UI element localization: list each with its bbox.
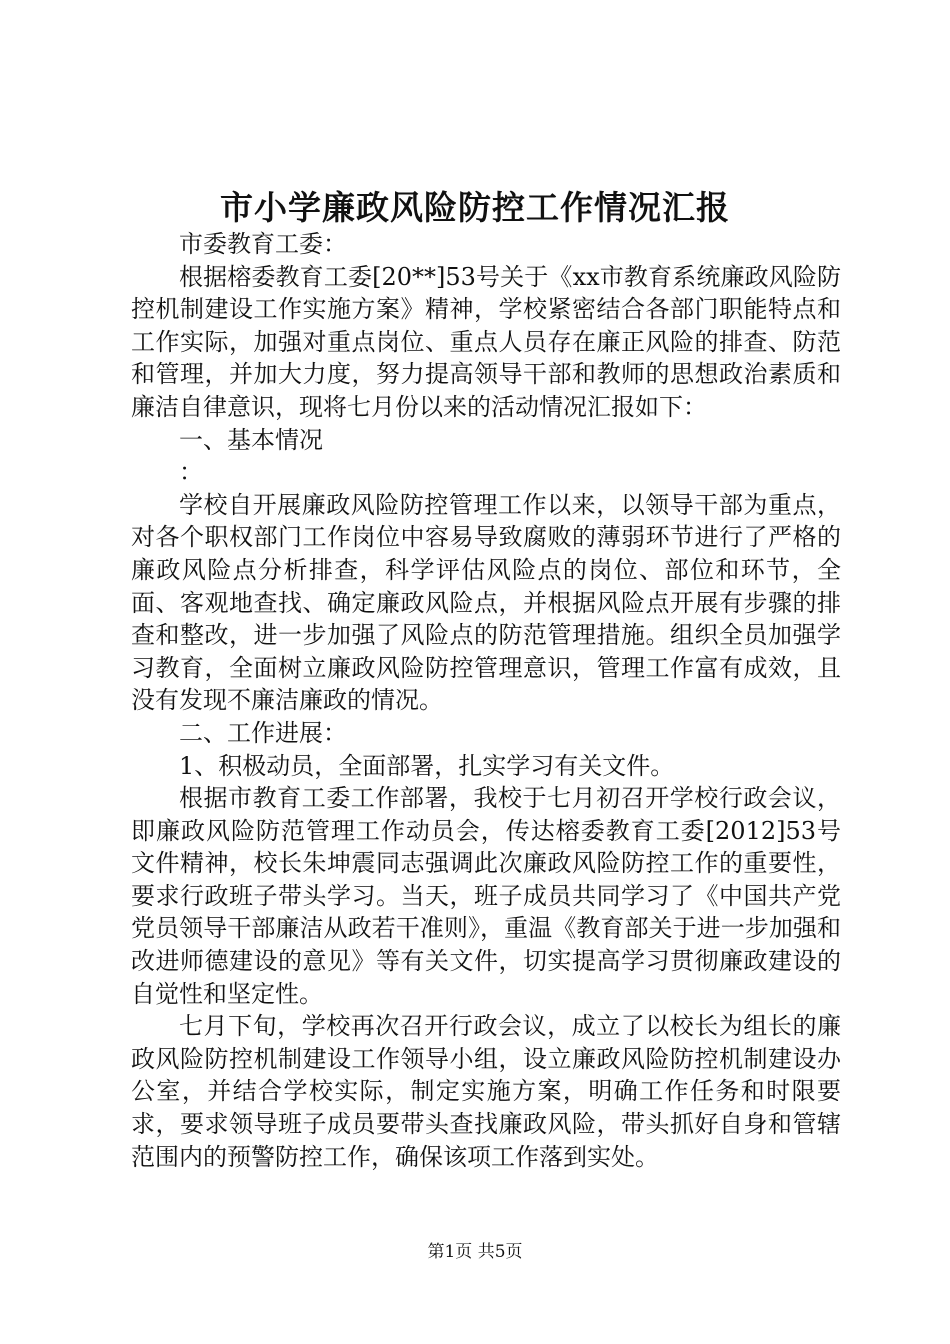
intro-paragraph: 根据榕委教育工委[20**]53号关于《xx市教育系统廉政风险防控机制建设工作实施方案》精神，学校紧密结合各部门职能特点和工作实际，加强对重点岗位、重点人员存在廉正风险的排查、防范和管理，并加大力度，努力提高领导干部和教师的思想政治素质和廉洁自律意识，现将七月份以来的活动情况汇报如下： <box>131 262 841 421</box>
salutation: 市委教育工委： <box>179 230 347 258</box>
late-july-paragraph: 七月下旬，学校再次召开行政会议，成立了以校长为组长的廉政风险防控机制建设工作领导小组，设立廉政风险防控机制建设办公室，并结合学校实际，制定实施方案，明确工作任务和时限要求，要求领导班子成员要带头查找廉政风险，带头抓好自身和管辖范围内的预警防控工作，确保该项工作落到实处。 <box>131 1012 841 1171</box>
document-title: 市小学廉政风险防控工作情况汇报 <box>220 188 730 227</box>
section-heading-progress: 二、工作进展： <box>179 718 347 747</box>
mobilize-paragraph: 根据市教育工委工作部署，我校于七月初召开学校行政会议，即廉政风险防范管理工作动员会，传达榕委教育工委[2012]53号文件精神，校长朱坤震同志强调此次廉政风险防控工作的重要性，要求行政班子带头学习。当天，班子成员共同学习了《中国共产党党员领导干部廉洁从政若干准则》，重温《教育部关于进一步加强和改进师德建设的意见》等有关文件，切实提高学习贯彻廉政建设的自觉性和坚定性。 <box>131 784 841 1008</box>
section-heading-basic: 一、基本情况 <box>179 425 323 454</box>
document-body <box>131 228 841 1173</box>
page-footer: 第1页 共5页 <box>427 1242 523 1262</box>
basic-situation-paragraph: 学校自开展廉政风险防控管理工作以来，以领导干部为重点，对各个职权部门工作岗位中容易导致腐败的薄弱环节进行了严格的廉政风险点分析排查，科学评估风险点的岗位、部位和环节，全面、客观地查找、确定廉政风险点，并根据风险点开展有步骤的排查和整改，进一步加强了风险点的防范管理措施。组织全员加强学习教育，全面树立廉政风险防控管理意识，管理工作富有成效，且没有发现不廉洁廉政的情况。 <box>131 490 841 715</box>
section-colon: ： <box>179 458 203 487</box>
item-heading-mobilize: 1、积极动员，全面部署，扎实学习有关文件。 <box>179 751 675 780</box>
